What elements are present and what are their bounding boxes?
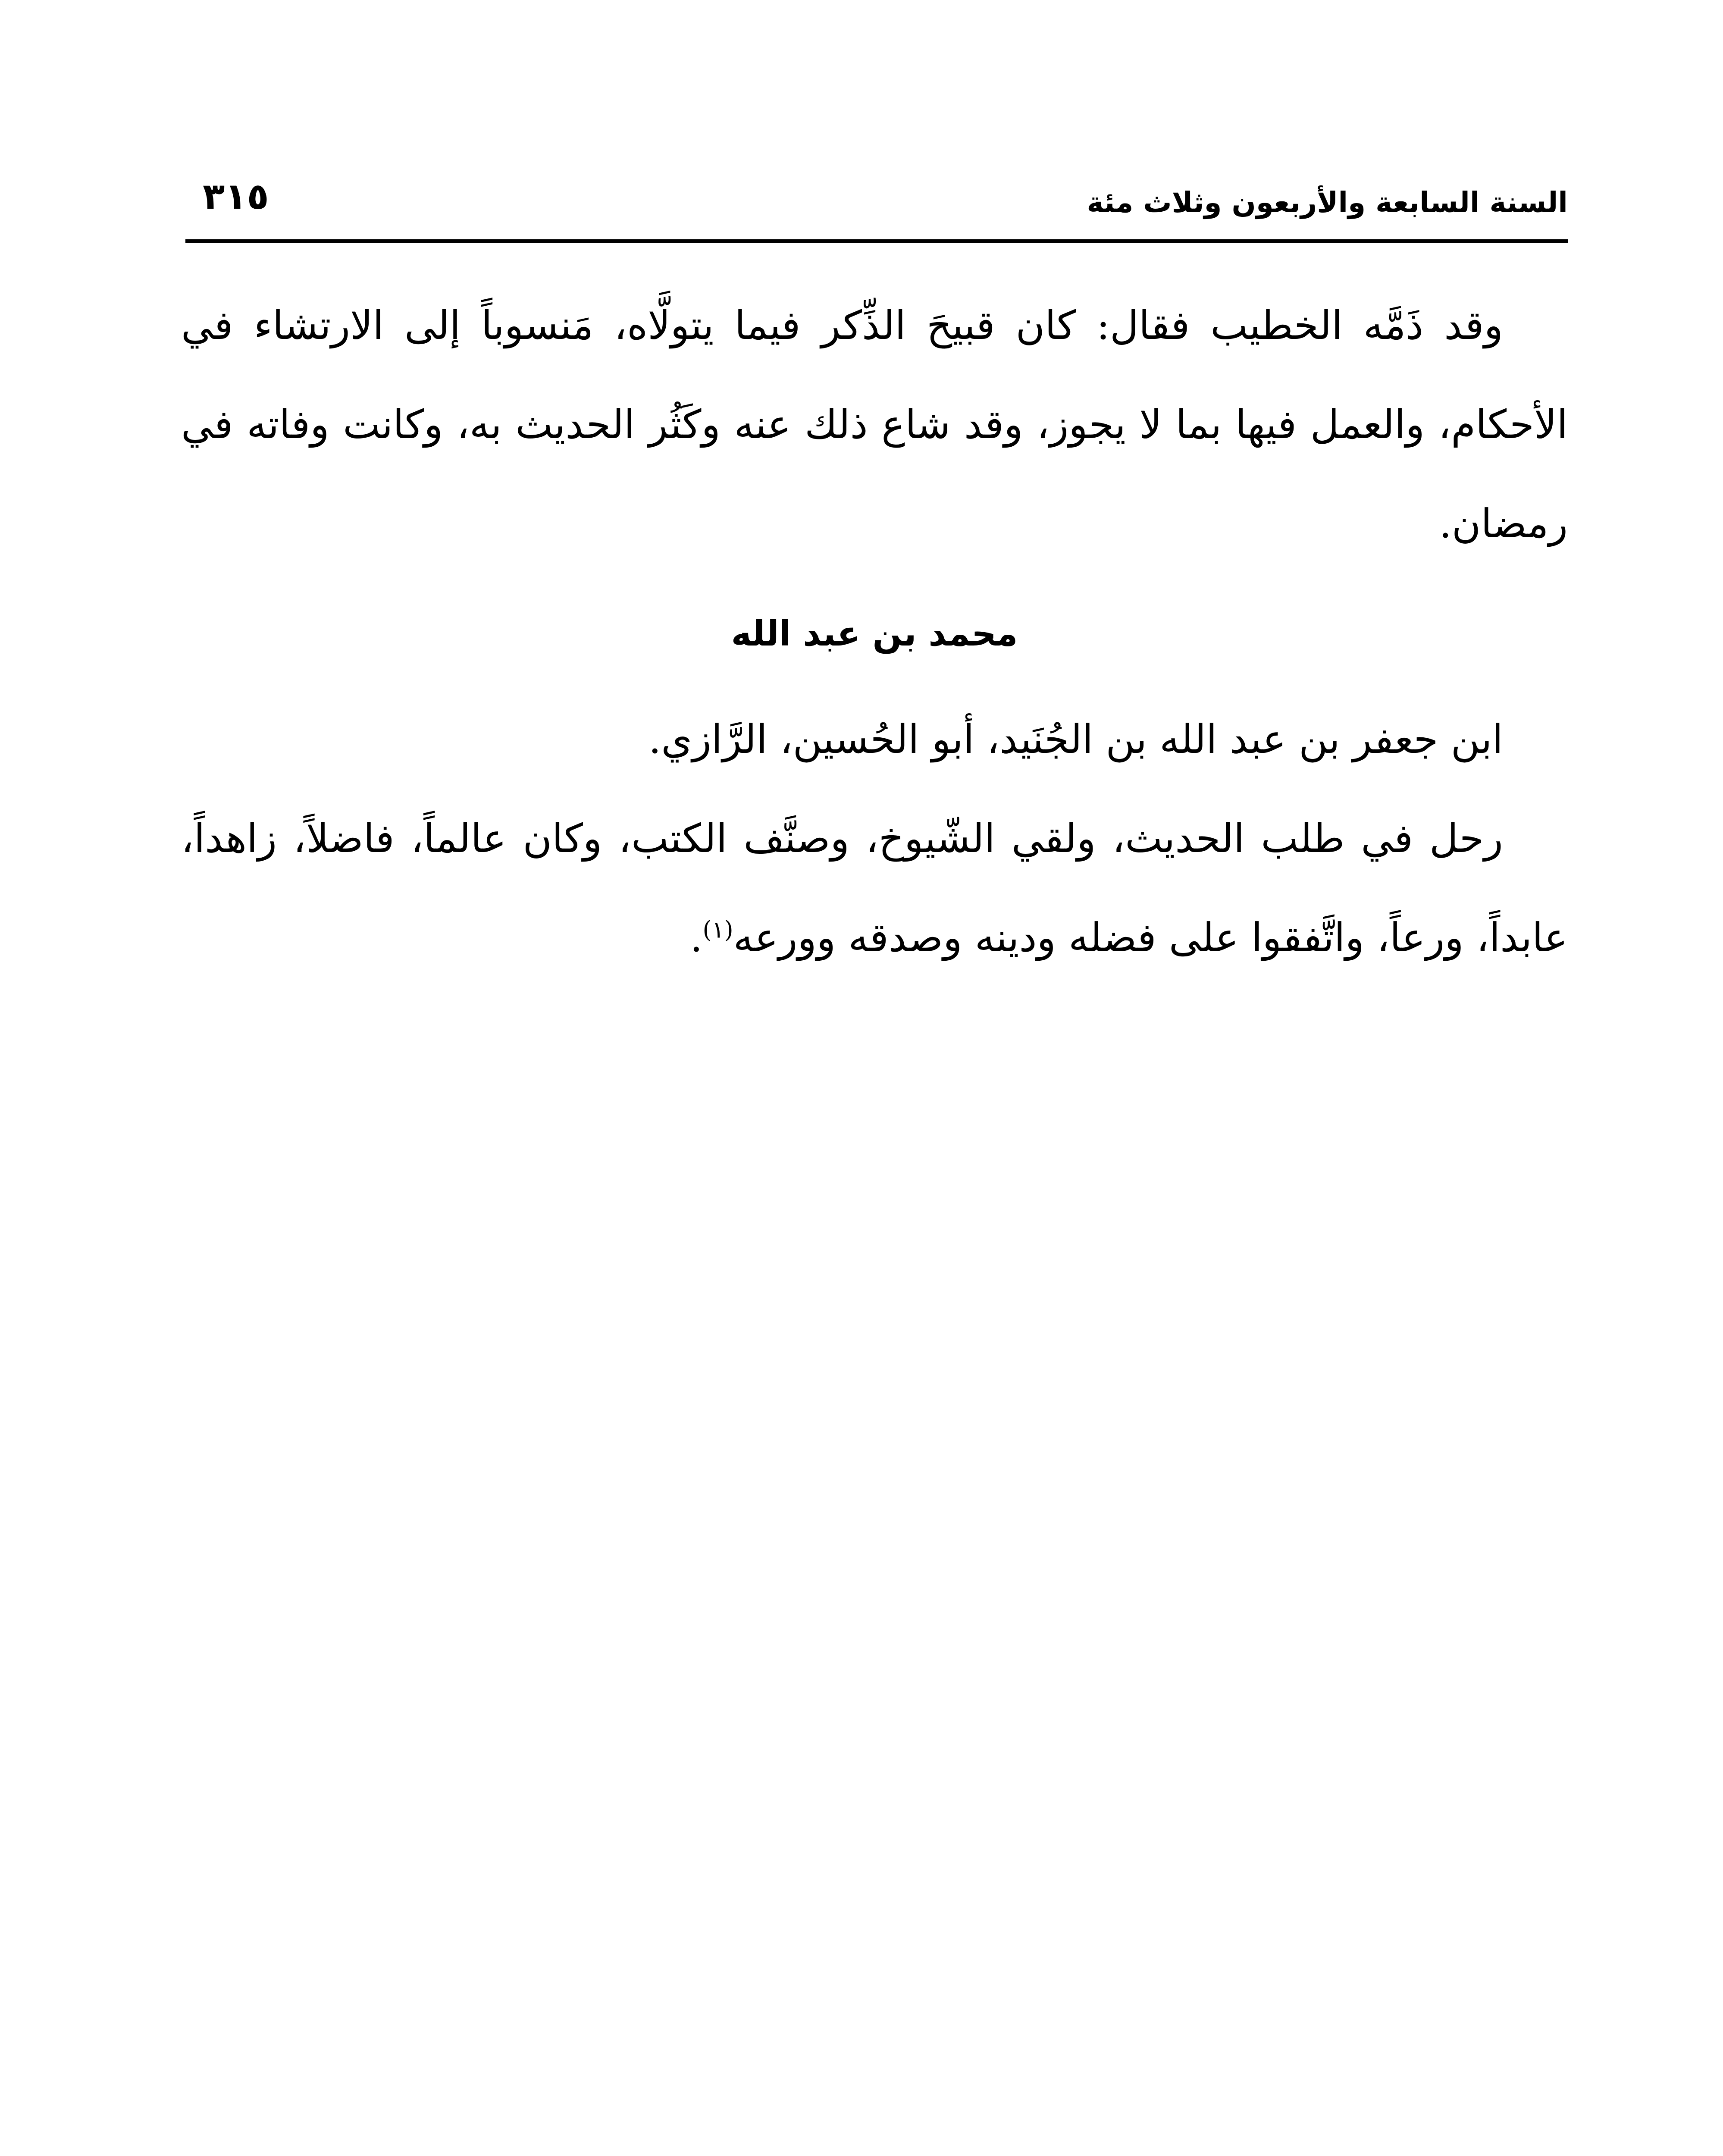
page-number: ٣١٥ [203,175,269,217]
paragraph-biography [181,789,1568,987]
running-title: السنة السابعة والأربعون وثلاث مئة [1087,186,1568,219]
biography-text: رحل في طلب الحديث، ولقي الشّيوخ، وصنَّف الكتب، وكان عالماً، فاضلاً، زاهداً، عابداً، ورعاً، واتَّفقوا على فضله ودينه وصدقه وورعه [181,815,1568,961]
footnote-reference: (١) [702,916,733,943]
header-divider [185,239,1568,243]
main-text [181,276,1568,987]
biography-heading: محمد بن عبد الله [731,614,1018,654]
biography-text-end: . [690,915,703,961]
page-header [185,170,1568,222]
paragraph-lineage: ابن جعفر بن عبد الله بن الجُنَيد، أبو الحُسين، الرَّازي. [648,716,1503,762]
paragraph-death-note: وقد ذَمَّه الخطيب فقال: كان قبيحَ الذِّكر فيما يتولَّاه، مَنسوباً إلى الارتشاء في الأحكام، والعمل فيها بما لا يجوز، وقد شاع ذلك عنه وكَثُر الحديث به، وكانت وفاته في رمضان. [181,302,1568,547]
